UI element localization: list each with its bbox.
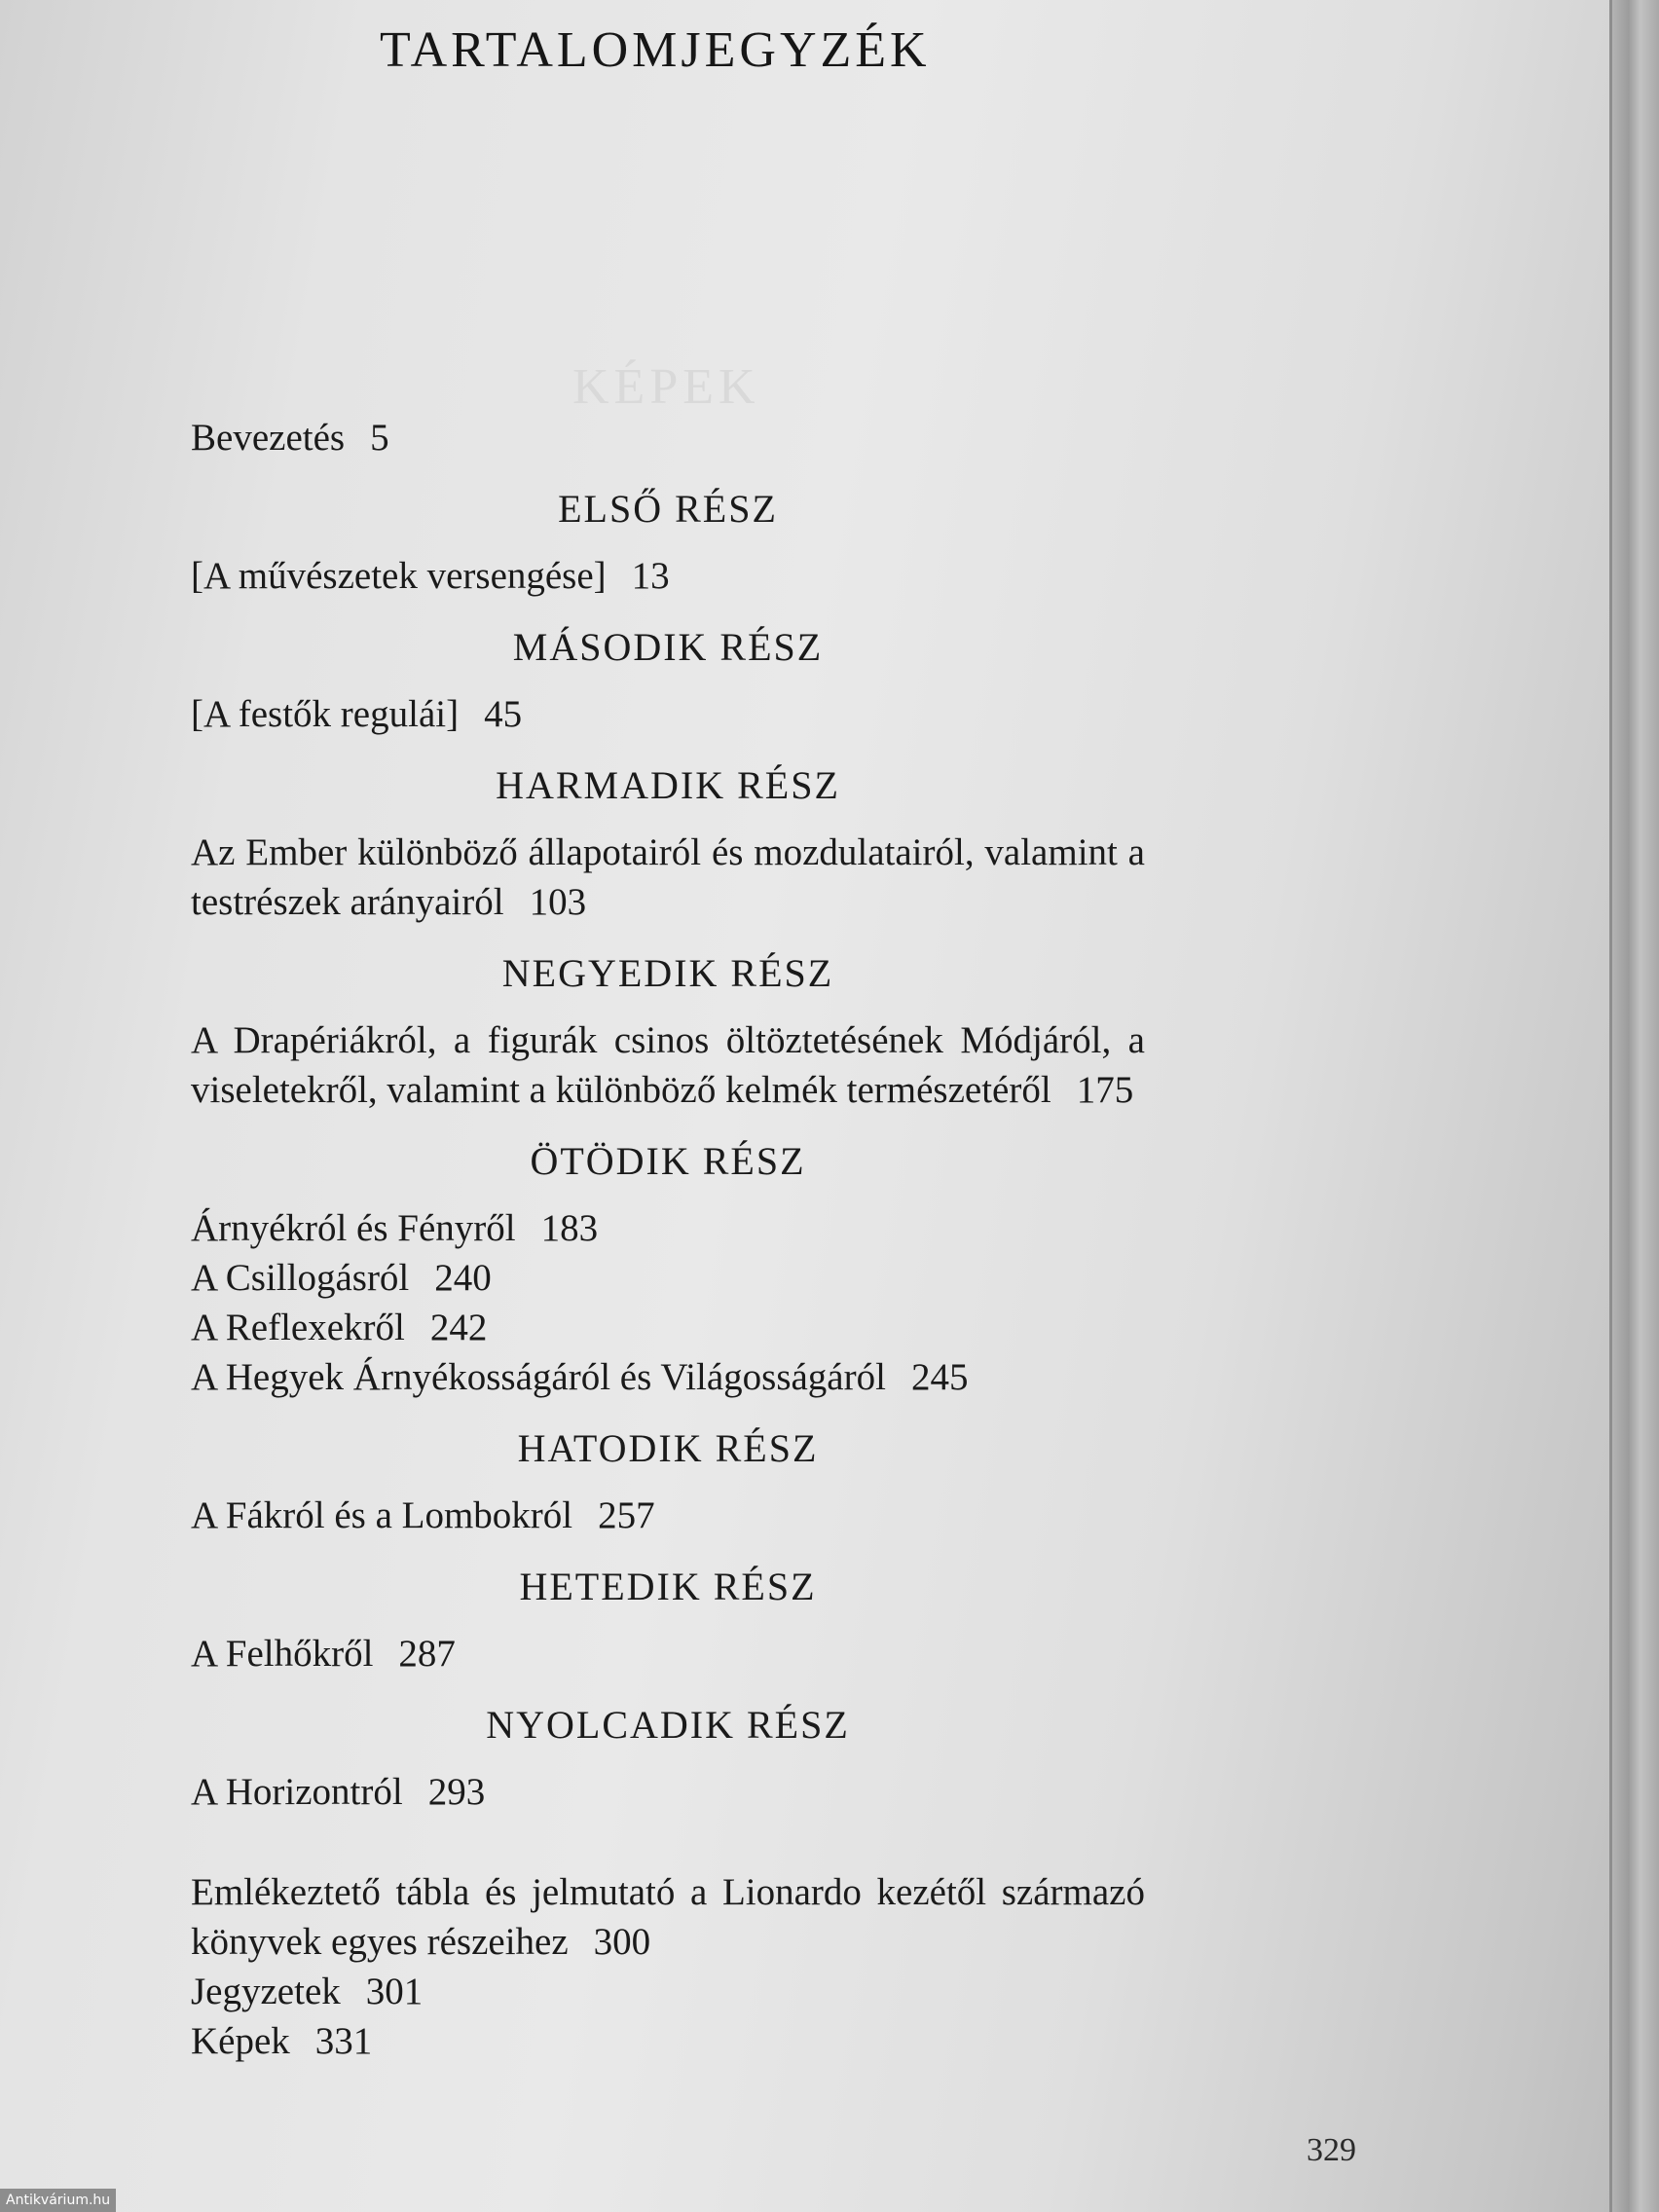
part-heading: HETEDIK RÉSZ [519, 1565, 817, 1608]
toc-entry [191, 1352, 1145, 1402]
watermark: Antikvárium.hu [0, 2189, 116, 2212]
entry-title: A Hegyek Árnyékosságáról és Világosságáról [191, 1356, 886, 1398]
entry-page: 103 [529, 881, 587, 923]
entry-title: A Reflexekről [191, 1307, 405, 1348]
part-heading: NYOLCADIK RÉSZ [486, 1703, 850, 1747]
entry-title: Az Ember különböző állapotairól és mozdulatairól, valamint a testrészek arányairól [191, 831, 1145, 923]
entry-page: 300 [593, 1921, 651, 1963]
entry-page: 13 [631, 555, 670, 597]
show-through-text: KÉPEK [572, 359, 760, 415]
entry-page: 331 [314, 2020, 373, 2062]
entry-title: A Felhőkről [191, 1633, 374, 1675]
entry-title: Árnyékról és Fényről [191, 1207, 516, 1249]
entry-title: A Fákról és a Lombokról [191, 1494, 573, 1536]
toc-entry [191, 1491, 1145, 1540]
toc-entry-appendix [191, 1967, 1145, 2016]
part-heading: MÁSODIK RÉSZ [512, 625, 824, 669]
entry-page: 45 [484, 693, 523, 735]
entry-page: 287 [398, 1633, 456, 1675]
part-heading: HARMADIK RÉSZ [496, 763, 840, 807]
part-heading: ELSŐ RÉSZ [558, 487, 778, 531]
entry-title: A Drapériákról, a figurák csinos öltöztetésének Módjáról, a viseletekről, valamint a különböző kelmék természetéről [191, 1019, 1145, 1111]
entry-title: A Csillogásról [191, 1257, 410, 1299]
toc-entry [191, 1767, 1145, 1817]
entry-page: 257 [598, 1494, 655, 1536]
spacer [191, 1817, 1145, 1867]
entry-title: Jegyzetek [191, 1971, 341, 2012]
toc-entry [191, 828, 1145, 927]
page-edge [1609, 0, 1659, 2212]
part-heading: HATODIK RÉSZ [517, 1426, 819, 1470]
page-number: 329 [1307, 2132, 1356, 2168]
toc-entry-intro [191, 413, 1145, 462]
entry-page: 175 [1076, 1069, 1134, 1111]
toc-entry-appendix [191, 1867, 1145, 1967]
page-title: TARTALOMJEGYZÉK [380, 22, 931, 78]
toc-entry [191, 1303, 1145, 1352]
entry-title: [A festők regulái] [191, 693, 460, 735]
toc-entry-appendix [191, 2016, 1145, 2066]
entry-page: 240 [434, 1257, 492, 1299]
toc-entry [191, 1203, 1145, 1253]
table-of-contents [191, 413, 1145, 2066]
entry-title: [A művészetek versengése] [191, 555, 607, 597]
toc-entry [191, 1253, 1145, 1303]
entry-title: Bevezetés [191, 417, 346, 459]
toc-entry [191, 689, 1145, 739]
entry-title: Képek [191, 2020, 290, 2062]
entry-title: A Horizontról [191, 1771, 403, 1813]
toc-entry [191, 1629, 1145, 1678]
entry-page: 183 [540, 1207, 599, 1249]
part-heading: NEGYEDIK RÉSZ [501, 951, 834, 995]
toc-entry [191, 551, 1145, 601]
entry-page: 245 [910, 1356, 969, 1398]
entry-title: Emlékeztető tábla és jelmutató a Lionardo kezétől származó könyvek egyes részeihez [191, 1871, 1145, 1963]
part-heading: ÖTÖDIK RÉSZ [530, 1139, 806, 1183]
entry-page: 5 [370, 417, 389, 459]
entry-page: 301 [365, 1971, 424, 2012]
toc-entry [191, 1015, 1145, 1115]
entry-page: 293 [427, 1771, 486, 1813]
entry-page: 242 [429, 1307, 488, 1348]
